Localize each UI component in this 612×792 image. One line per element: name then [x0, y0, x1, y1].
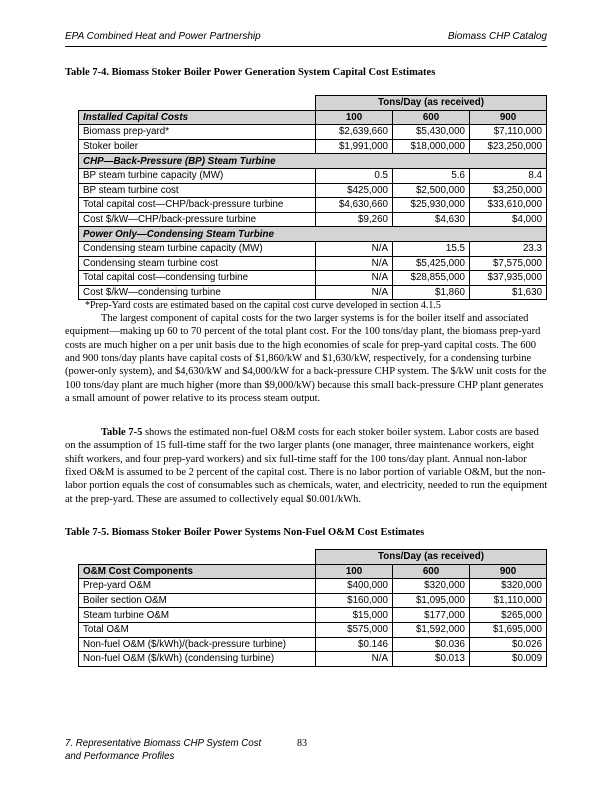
value-cell: $37,935,000: [470, 271, 547, 286]
value-cell: $9,260: [316, 212, 393, 227]
column-header-cell: 900: [470, 110, 547, 125]
value-cell: $265,000: [470, 608, 547, 623]
table-data-row: [79, 271, 547, 286]
blank-cell: [79, 96, 316, 111]
value-cell: $3,250,000: [470, 183, 547, 198]
table-7-4-footnote: *Prep-Yard costs are estimated based on the capital cost curve developed in section 4.1.5: [85, 300, 441, 311]
row-header-cell: O&M Cost Components: [79, 564, 316, 579]
value-cell: $320,000: [393, 579, 470, 594]
paragraph-text: The largest component of capital costs for the two larger systems is for the boiler itself and associated equipment—making up 60 to 70 percent of the total plant cost. For the 100 tons/day plant, the biomass prep-yard costs are much higher on a per unit basis due to the high economies of scale for prep-yard capital costs. The 600 and 900 tons/day plants have capital costs of $1,860/kW and $1,630/kW, respectively, for a condensing turbine (power-only system), and $4,630/kW and $4,000/kW for a back-pressure CHP system. The $/kW unit costs for the 100 tons/day plant are much higher (more than $9,000/kW) because this small back-pressure CHP plant generates a small amount of power relative to its process steam output.: [65, 313, 547, 405]
column-header-cell: 900: [470, 564, 547, 579]
capital-cost-table: [78, 95, 547, 300]
footer-line-2: and Performance Profiles: [65, 750, 175, 762]
table-data-row: [79, 241, 547, 256]
table-7-4-title: Table 7-4. Biomass Stoker Boiler Power Generation System Capital Cost Estimates: [65, 67, 436, 78]
row-label-cell: Condensing steam turbine capacity (MW): [79, 241, 316, 256]
column-header-row: [79, 564, 547, 579]
value-cell: $7,575,000: [470, 256, 547, 271]
group-header-row: [79, 96, 547, 111]
header-left-text: EPA Combined Heat and Power Partnership: [65, 31, 261, 42]
column-header-cell: 600: [393, 564, 470, 579]
table-section-row: [79, 227, 547, 242]
row-label-cell: Biomass prep-yard*: [79, 125, 316, 140]
value-cell: $1,630: [470, 285, 547, 300]
table-data-row: [79, 198, 547, 213]
value-cell: 15.5: [393, 241, 470, 256]
value-cell: $1,592,000: [393, 622, 470, 637]
table-data-row: [79, 637, 547, 652]
table-data-row: [79, 183, 547, 198]
value-cell: $0.013: [393, 652, 470, 667]
row-label-cell: Steam turbine O&M: [79, 608, 316, 623]
value-cell: N/A: [316, 285, 393, 300]
table-data-row: [79, 622, 547, 637]
column-header-cell: 600: [393, 110, 470, 125]
value-cell: $0.146: [316, 637, 393, 652]
value-cell: $400,000: [316, 579, 393, 594]
table-data-row: [79, 139, 547, 154]
value-cell: $160,000: [316, 593, 393, 608]
value-cell: $23,250,000: [470, 139, 547, 154]
blank-cell: [79, 550, 316, 565]
table-data-row: [79, 256, 547, 271]
row-label-cell: Prep-yard O&M: [79, 579, 316, 594]
value-cell: $2,639,660: [316, 125, 393, 140]
row-label-cell: Non-fuel O&M ($/kWh) (condensing turbine): [79, 652, 316, 667]
value-cell: $2,500,000: [393, 183, 470, 198]
om-cost-table-wrap: [78, 549, 547, 667]
table-data-row: [79, 168, 547, 183]
value-cell: $28,855,000: [393, 271, 470, 286]
table-7-5-title: Table 7-5. Biomass Stoker Boiler Power Systems Non-Fuel O&M Cost Estimates: [65, 527, 425, 538]
value-cell: $1,110,000: [470, 593, 547, 608]
value-cell: $177,000: [393, 608, 470, 623]
row-label-cell: Total capital cost—CHP/back-pressure turbine: [79, 198, 316, 213]
om-cost-table-body: [79, 579, 547, 667]
value-cell: $4,000: [470, 212, 547, 227]
value-cell: $0.036: [393, 637, 470, 652]
footer-section-title: [65, 738, 261, 764]
value-cell: $4,630,660: [316, 198, 393, 213]
row-label-cell: Condensing steam turbine cost: [79, 256, 316, 271]
table-data-row: [79, 652, 547, 667]
header-right-text: Biomass CHP Catalog: [447, 31, 547, 42]
column-header-cell: 100: [316, 564, 393, 579]
value-cell: $33,610,000: [470, 198, 547, 213]
om-cost-table: [78, 549, 547, 667]
row-header-cell: Installed Capital Costs: [79, 110, 316, 125]
paragraph-text: shows the estimated non-fuel O&M costs for each stoker boiler system. Labor costs are based on the assumption of 15 full-time staff for the two larger plants (one manager, three maintenance workers, eight shift workers, and four prep-yard workers) and six full-time staff for the 100 tons/day plant. Annual non-labor fixed O&M is assumed to be 2 percent of the capital cost. There is no labor portion of variable O&M, but the non-labor portion equals the cost of consumables such as chemicals, water, and electricity, needed to run the equipment at the prep-yard. These are assumed to collectively equal $0.001/kWh.: [65, 427, 548, 505]
value-cell: $15,000: [316, 608, 393, 623]
value-cell: N/A: [316, 271, 393, 286]
value-cell: $0.026: [470, 637, 547, 652]
value-cell: $320,000: [470, 579, 547, 594]
value-cell: $4,630: [393, 212, 470, 227]
value-cell: $5,430,000: [393, 125, 470, 140]
group-header-row: [79, 550, 547, 565]
table-data-row: [79, 593, 547, 608]
value-cell: $425,000: [316, 183, 393, 198]
value-cell: $1,991,000: [316, 139, 393, 154]
capital-cost-table-wrap: [78, 95, 547, 300]
value-cell: 23.3: [470, 241, 547, 256]
value-cell: $18,000,000: [393, 139, 470, 154]
column-header-row: [79, 110, 547, 125]
value-cell: 5.6: [393, 168, 470, 183]
value-cell: N/A: [316, 256, 393, 271]
value-cell: $0.009: [470, 652, 547, 667]
table-data-row: [79, 125, 547, 140]
body-paragraph-1: [65, 312, 548, 405]
row-label-cell: Boiler section O&M: [79, 593, 316, 608]
row-label-cell: Total capital cost—condensing turbine: [79, 271, 316, 286]
row-label-cell: Total O&M: [79, 622, 316, 637]
value-cell: $1,695,000: [470, 622, 547, 637]
value-cell: N/A: [316, 652, 393, 667]
row-label-cell: Cost $/kW—CHP/back-pressure turbine: [79, 212, 316, 227]
footer-line-1: 7. Representative Biomass CHP System Cost: [65, 738, 262, 749]
capital-cost-table-body: [79, 125, 547, 300]
table-data-row: [79, 212, 547, 227]
value-cell: $5,425,000: [393, 256, 470, 271]
table-data-row: [79, 285, 547, 300]
row-label-cell: Stoker boiler: [79, 139, 316, 154]
value-cell: 8.4: [470, 168, 547, 183]
value-cell: 0.5: [316, 168, 393, 183]
table-data-row: [79, 608, 547, 623]
row-label-cell: Non-fuel O&M ($/kWh)/(back-pressure turbine): [79, 637, 316, 652]
paragraph-lead: Table 7-5: [101, 427, 143, 438]
page-number: 83: [297, 738, 307, 749]
row-label-cell: BP steam turbine capacity (MW): [79, 168, 316, 183]
group-header-cell: Tons/Day (as received): [316, 96, 547, 111]
body-paragraph-2: [65, 426, 548, 506]
value-cell: $1,095,000: [393, 593, 470, 608]
row-label-cell: BP steam turbine cost: [79, 183, 316, 198]
section-label-cell: Power Only—Condensing Steam Turbine: [79, 227, 547, 242]
row-label-cell: Cost $/kW—condensing turbine: [79, 285, 316, 300]
group-header-cell: Tons/Day (as received): [316, 550, 547, 565]
page-header: [65, 31, 547, 47]
value-cell: $575,000: [316, 622, 393, 637]
value-cell: $1,860: [393, 285, 470, 300]
value-cell: $25,930,000: [393, 198, 470, 213]
table-section-row: [79, 154, 547, 169]
value-cell: $7,110,000: [470, 125, 547, 140]
column-header-cell: 100: [316, 110, 393, 125]
section-label-cell: CHP—Back-Pressure (BP) Steam Turbine: [79, 154, 547, 169]
value-cell: N/A: [316, 241, 393, 256]
table-data-row: [79, 579, 547, 594]
